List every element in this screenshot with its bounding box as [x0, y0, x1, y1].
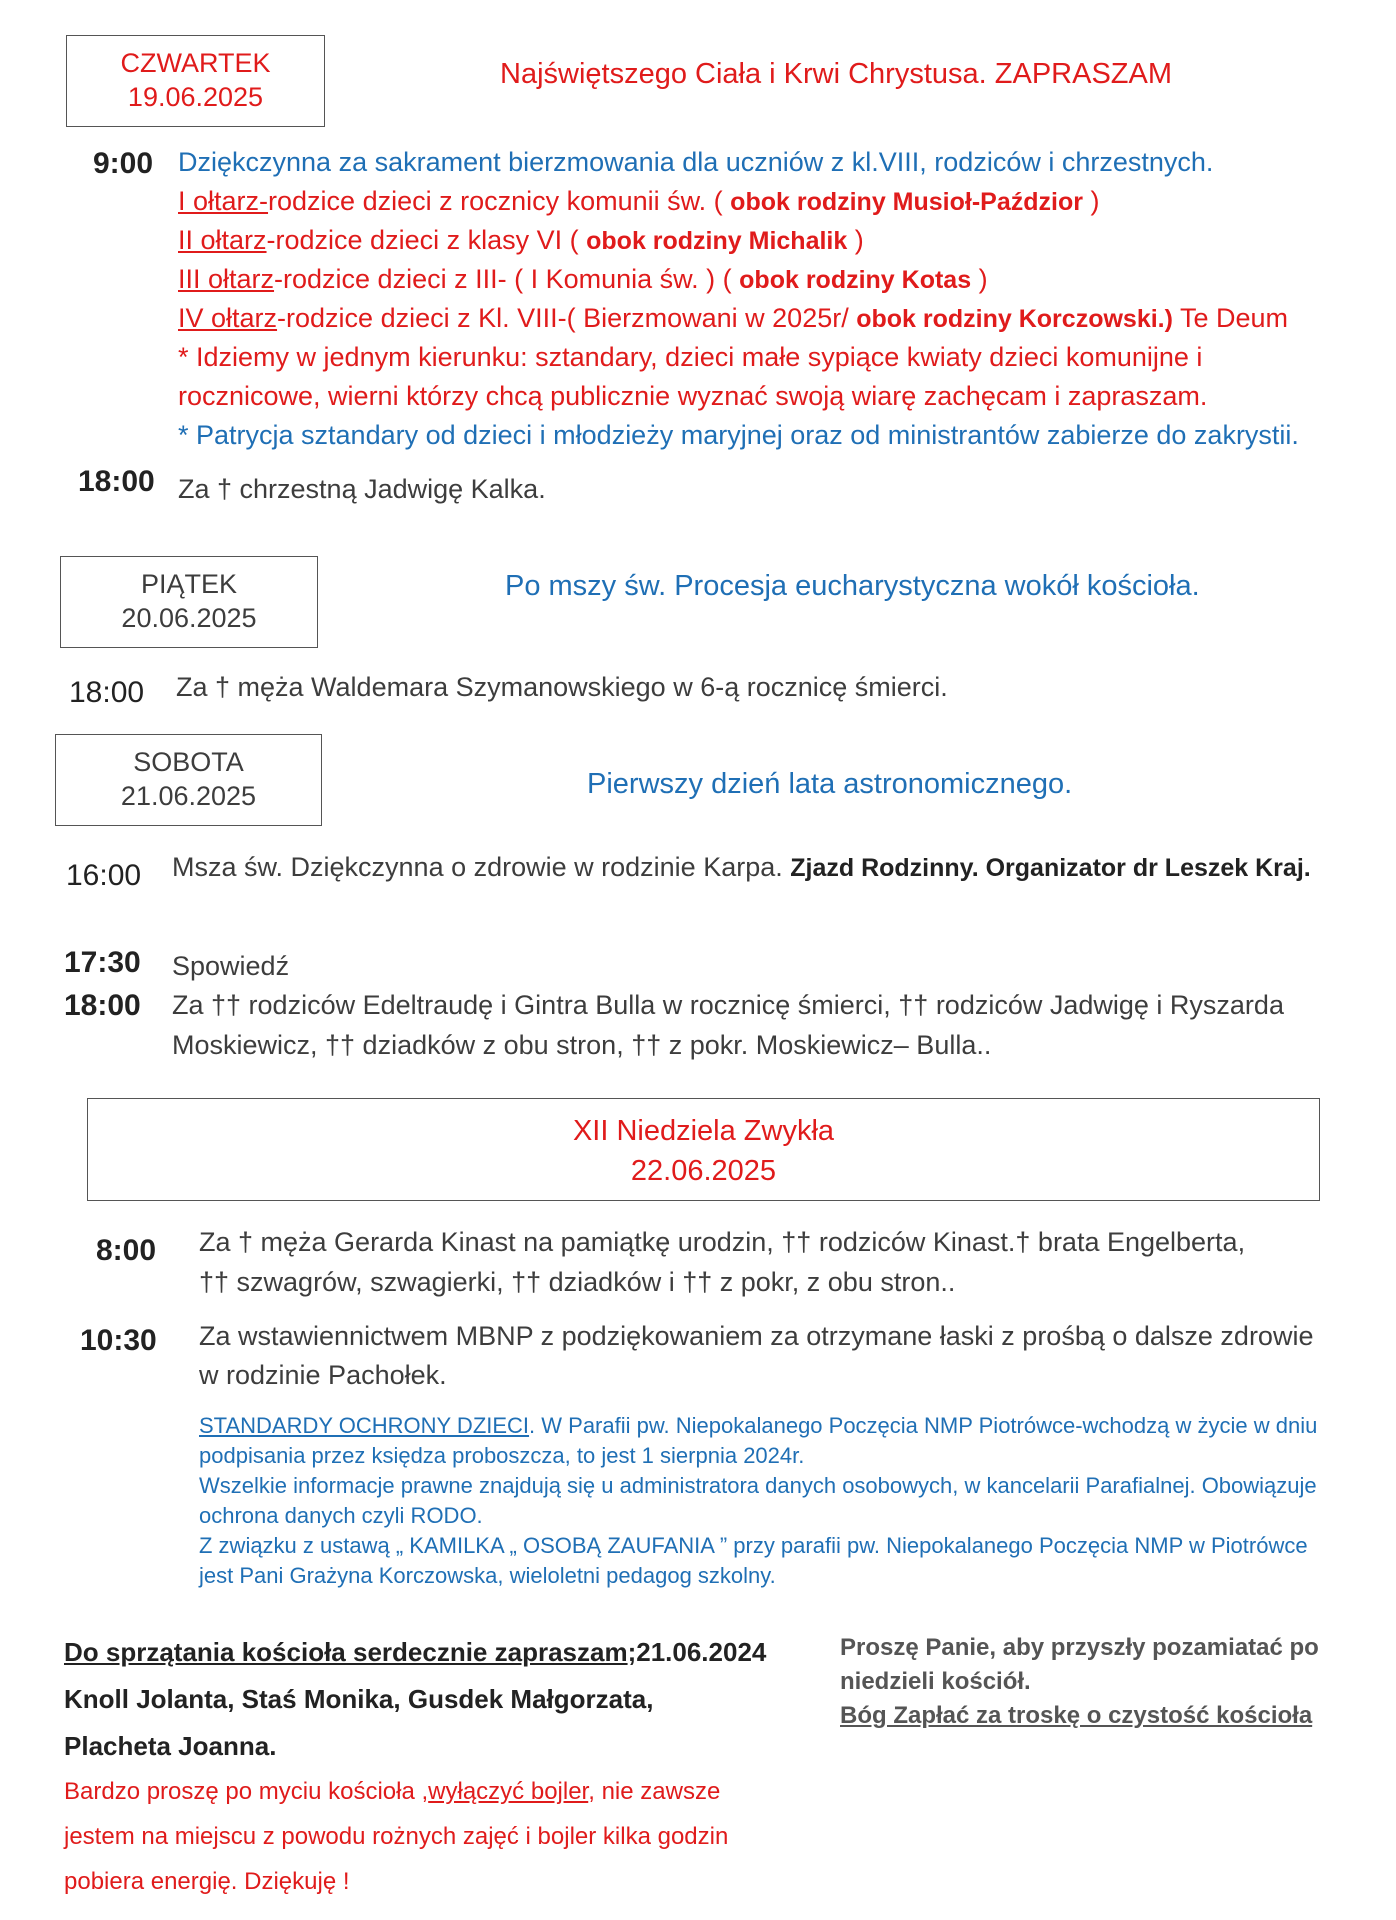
thursday-note-1-line-1: * Idziemy w jednym kierunku: sztandary, dzieci małe sypiące kwiaty dzieci komunijne i — [178, 342, 1203, 372]
cleaning-right-line-2: niedzieli kościół. — [840, 1668, 1031, 1695]
saturday-mass-3-line-2: Moskiewicz, †† dziadków z obu stron, †† z pokr. Moskiewicz– Bulla.. — [172, 1030, 992, 1060]
altar-1-line — [178, 182, 1099, 222]
sunday-mass-1-line-2: †† szwagrów, szwagierki, †† dziadków i †† z pokr, z obu stron.. — [199, 1267, 956, 1297]
notice-line-2: podpisania przez księdza proboszcza, to jest 1 sierpnia 2024r. — [199, 1443, 805, 1468]
altar-1-family: obok rodziny Musioł-Paździor — [730, 188, 1083, 216]
altar-1-label: I ołtarz- — [178, 186, 269, 216]
thursday-date-box — [66, 35, 325, 127]
cleaning-request-start: Bardzo proszę po myciu kościoła , — [64, 1778, 429, 1805]
cleaning-right-line-3: Bóg Zapłać za troskę o czystość kościoła — [840, 1702, 1313, 1729]
thursday-day: CZWARTEK — [120, 48, 271, 78]
altar-2-family: obok rodziny Michalik — [586, 227, 848, 255]
cleaning-request-line-2: jestem na miejscu z powodu rożnych zajęć i bojler kilka godzin — [64, 1823, 729, 1850]
saturday-date: 21.06.2025 — [120, 781, 257, 811]
cleaning-request-end: , nie zawsze — [588, 1778, 721, 1805]
saturday-item-2: Spowiedź — [172, 951, 290, 981]
sunday-title-box — [87, 1098, 1320, 1201]
thursday-time-2: 18:00 — [78, 465, 155, 498]
altar-2-label: II ołtarz — [178, 225, 267, 255]
altar-1-end: ) — [1082, 186, 1100, 216]
altar-4-family: obok rodziny Korczowski.) — [856, 305, 1173, 333]
altar-4-text: -rodzice dzieci z Kl. VIII-( Bierzmowani w 2025r/ — [277, 303, 857, 333]
saturday-mass-3-line-1: Za †† rodziców Edeltraudę i Gintra Bulla w rocznicę śmierci, †† rodziców Jadwigę i Ryszarda — [172, 990, 1284, 1020]
saturday-mass-1-text: Msza św. Dziękczynna o zdrowie w rodzinie Karpa. — [172, 852, 791, 882]
notice-line-1 — [199, 1411, 1317, 1441]
thursday-mass-2: Za † chrzestną Jadwigę Kalka. — [178, 474, 546, 504]
saturday-mass-1-bold: Zjazd Rodzinny. Organizator dr Leszek Kraj. — [790, 854, 1311, 882]
saturday-time-3: 18:00 — [64, 989, 141, 1022]
cleaning-heading-date: ;21.06.2024 — [627, 1637, 767, 1667]
thursday-note-2: * Patrycja sztandary od dzieci i młodzieży maryjnej oraz od ministrantów zabierze do zakrystii. — [178, 420, 1299, 450]
friday-day: PIĄTEK — [140, 569, 238, 599]
altar-3-family: obok rodziny Kotas — [739, 266, 972, 294]
saturday-time-2: 17:30 — [64, 946, 141, 979]
saturday-time-1: 16:00 — [66, 859, 142, 892]
altar-2-line — [178, 221, 864, 261]
sunday-mass-2-line-2: w rodzinie Pachołek. — [199, 1360, 447, 1390]
cleaning-heading-text: Do sprzątania kościoła serdecznie zapraszam — [64, 1637, 628, 1667]
altar-2-end: ) — [847, 225, 864, 255]
altar-1-text: rodzice dzieci z rocznicy komunii św. ( — [268, 186, 731, 216]
saturday-day: SOBOTA — [133, 747, 244, 777]
altar-3-end: ) — [971, 264, 988, 294]
altar-2-text: -rodzice dzieci z klasy VI ( — [266, 225, 587, 255]
cleaning-heading — [64, 1630, 766, 1674]
cleaning-right-line-1: Proszę Panie, aby przyszły pozamiatać po — [840, 1634, 1319, 1661]
cleaning-names-line-1: Knoll Jolanta, Staś Monika, Gusdek Małgorzata, — [64, 1684, 654, 1714]
cleaning-request-line-3: pobiera energię. Dziękuję ! — [64, 1868, 350, 1895]
notice-line-4: ochrona danych czyli RODO. — [199, 1503, 483, 1528]
saturday-heading: Pierwszy dzień lata astronomicznego. — [587, 768, 1073, 800]
friday-date-box — [60, 556, 318, 648]
cleaning-request-line-1 — [64, 1770, 720, 1814]
sunday-mass-2-line-1: Za wstawiennictwem MBNP z podziękowaniem za otrzymane łaski z prośbą o dalsze zdrowie — [199, 1321, 1314, 1351]
notice-line-3: Wszelkie informacje prawne znajdują się u administratora danych osobowych, w kancelarii Parafialnej. Obowiązuje — [199, 1473, 1317, 1498]
thursday-mass-1-line-1: Dziękczynna za sakrament bierzmowania dla uczniów z kl.VIII, rodziców i chrzestnych. — [178, 147, 1214, 177]
altar-3-text: -rodzice dzieci z III- ( I Komunia św. ) ( — [274, 264, 740, 294]
thursday-time-1: 9:00 — [93, 147, 154, 180]
thursday-note-1-line-2: rocznicowe, wierni którzy chcą publicznie wyznać swoją wiarę zachęcam i zapraszam. — [178, 381, 1208, 411]
altar-4-line — [178, 299, 1288, 339]
altar-4-label: IV ołtarz — [178, 303, 278, 333]
altar-4-end: Te Deum — [1172, 303, 1288, 333]
cleaning-names-line-2: Placheta Joanna. — [64, 1731, 277, 1761]
altar-3-label: III ołtarz — [178, 264, 275, 294]
sunday-mass-1-line-1: Za † męża Gerarda Kinast na pamiątkę urodzin, †† rodziców Kinast.† brata Engelberta, — [199, 1227, 1246, 1257]
altar-3-line — [178, 260, 988, 300]
friday-date: 20.06.2025 — [121, 603, 257, 633]
child-protection-link[interactable]: STANDARDY OCHRONY DZIECI — [199, 1413, 530, 1438]
thursday-date: 19.06.2025 — [127, 82, 264, 112]
notice-line-6: jest Pani Grażyna Korczowska, wieloletni pedagog szkolny. — [199, 1563, 776, 1588]
friday-heading: Po mszy św. Procesja eucharystyczna wokół kościoła. — [505, 570, 1200, 602]
boiler-off-text: wyłączyć bojler — [428, 1778, 589, 1805]
friday-mass-1: Za † męża Waldemara Szymanowskiego w 6-ą rocznicę śmierci. — [176, 672, 948, 702]
thursday-heading: Najświętszego Ciała i Krwi Chrystusa. ZAPRASZAM — [500, 58, 1173, 90]
saturday-date-box — [55, 734, 322, 826]
sunday-time-1: 8:00 — [96, 1234, 157, 1267]
sunday-date: 22.06.2025 — [630, 1155, 777, 1187]
notice-line-1-rest: . W Parafii pw. Niepokalanego Poczęcia NMP Piotrówce-wchodzą w życie w dniu — [529, 1413, 1318, 1438]
saturday-mass-1 — [172, 848, 1311, 888]
notice-line-5: Z związku z ustawą „ KAMILKA „ OSOBĄ ZAUFANIA ” przy parafii pw. Niepokalanego Poczęcia NMP w Piotrówce — [199, 1533, 1308, 1558]
sunday-title: XII Niedziela Zwykła — [572, 1115, 835, 1147]
friday-time-1: 18:00 — [69, 676, 145, 709]
sunday-time-2: 10:30 — [80, 1324, 157, 1357]
